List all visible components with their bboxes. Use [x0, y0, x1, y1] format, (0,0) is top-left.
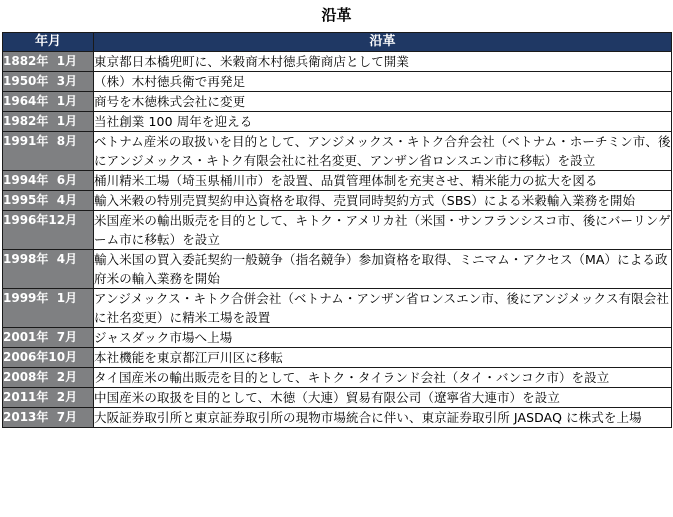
table-row [3, 112, 672, 132]
date-cell: 1996年12月 [3, 211, 94, 250]
date-cell: 1995年 4月 [3, 191, 94, 211]
date-cell: 1991年 8月 [3, 132, 94, 171]
date-cell: 1999年 1月 [3, 289, 94, 328]
event-cell: （株）木村徳兵衛で再発足 [94, 72, 672, 92]
event-cell: ジャスダック市場へ上場 [94, 328, 672, 348]
table-row [3, 348, 672, 368]
date-cell: 2006年10月 [3, 348, 94, 368]
page-title: 沿革 [321, 6, 352, 24]
history-table [2, 32, 672, 428]
table-row [3, 289, 672, 328]
table-row [3, 211, 672, 250]
event-cell: ベトナム産米の取扱いを目的として、アンジメックス・キトク合弁会社（ベトナム・ホーチミン市、後にアンジメックス・キトク有限会社に社名変更、アンザン省ロンスエン市に移転）を設立 [94, 132, 672, 171]
event-cell: 桶川精米工場（埼玉県桶川市）を設置、品質管理体制を充実させ、精米能力の拡大を図る [94, 171, 672, 191]
table-row [3, 388, 672, 408]
table-row [3, 52, 672, 72]
table-row [3, 328, 672, 348]
date-cell: 1994年 6月 [3, 171, 94, 191]
date-cell: 2013年 7月 [3, 408, 94, 428]
event-cell: 輸入米国の買入委託契約一般競争（指名競争）参加資格を取得、ミニマム・アクセス（MA）による政府米の輸入業務を開始 [94, 250, 672, 289]
table-row [3, 250, 672, 289]
table-row [3, 92, 672, 112]
date-cell: 1964年 1月 [3, 92, 94, 112]
date-cell: 1998年 4月 [3, 250, 94, 289]
date-cell: 2001年 7月 [3, 328, 94, 348]
table-row [3, 72, 672, 92]
table-row [3, 408, 672, 428]
date-cell: 2011年 2月 [3, 388, 94, 408]
date-column-header: 年月 [3, 33, 94, 52]
header-row [3, 33, 672, 52]
date-cell: 2008年 2月 [3, 368, 94, 388]
event-cell: 当社創業 100 周年を迎える [94, 112, 672, 132]
table-row [3, 132, 672, 171]
date-cell: 1882年 1月 [3, 52, 94, 72]
event-cell: 米国産米の輸出販売を目的として、キトク・アメリカ社（米国・サンフランシスコ市、後にバーリンゲーム市に移転）を設立 [94, 211, 672, 250]
event-cell: 大阪証券取引所と東京証券取引所の現物市場統合に伴い、東京証券取引所 JASDAQ に株式を上場 [94, 408, 672, 428]
event-cell: 輸入米穀の特別売買契約申込資格を取得、売買同時契約方式（SBS）による米穀輸入業務を開始 [94, 191, 672, 211]
table-row [3, 191, 672, 211]
date-cell: 1950年 3月 [3, 72, 94, 92]
event-cell: 本社機能を東京都江戸川区に移転 [94, 348, 672, 368]
date-cell: 1982年 1月 [3, 112, 94, 132]
event-cell: タイ国産米の輸出販売を目的として、キトク・タイランド会社（タイ・バンコク市）を設立 [94, 368, 672, 388]
table-row [3, 368, 672, 388]
event-cell: 中国産米の取扱を目的として、木徳（大連）貿易有限公司（遼寧省大連市）を設立 [94, 388, 672, 408]
event-cell: 商号を木徳株式会社に変更 [94, 92, 672, 112]
event-cell: アンジメックス・キトク合併会社（ベトナム・アンザン省ロンスエン市、後にアンジメックス有限会社に社名変更）に精米工場を設置 [94, 289, 672, 328]
table-row [3, 171, 672, 191]
event-cell: 東京都日本橋兜町に、米穀商木村徳兵衛商店として開業 [94, 52, 672, 72]
event-column-header: 沿革 [94, 33, 672, 52]
